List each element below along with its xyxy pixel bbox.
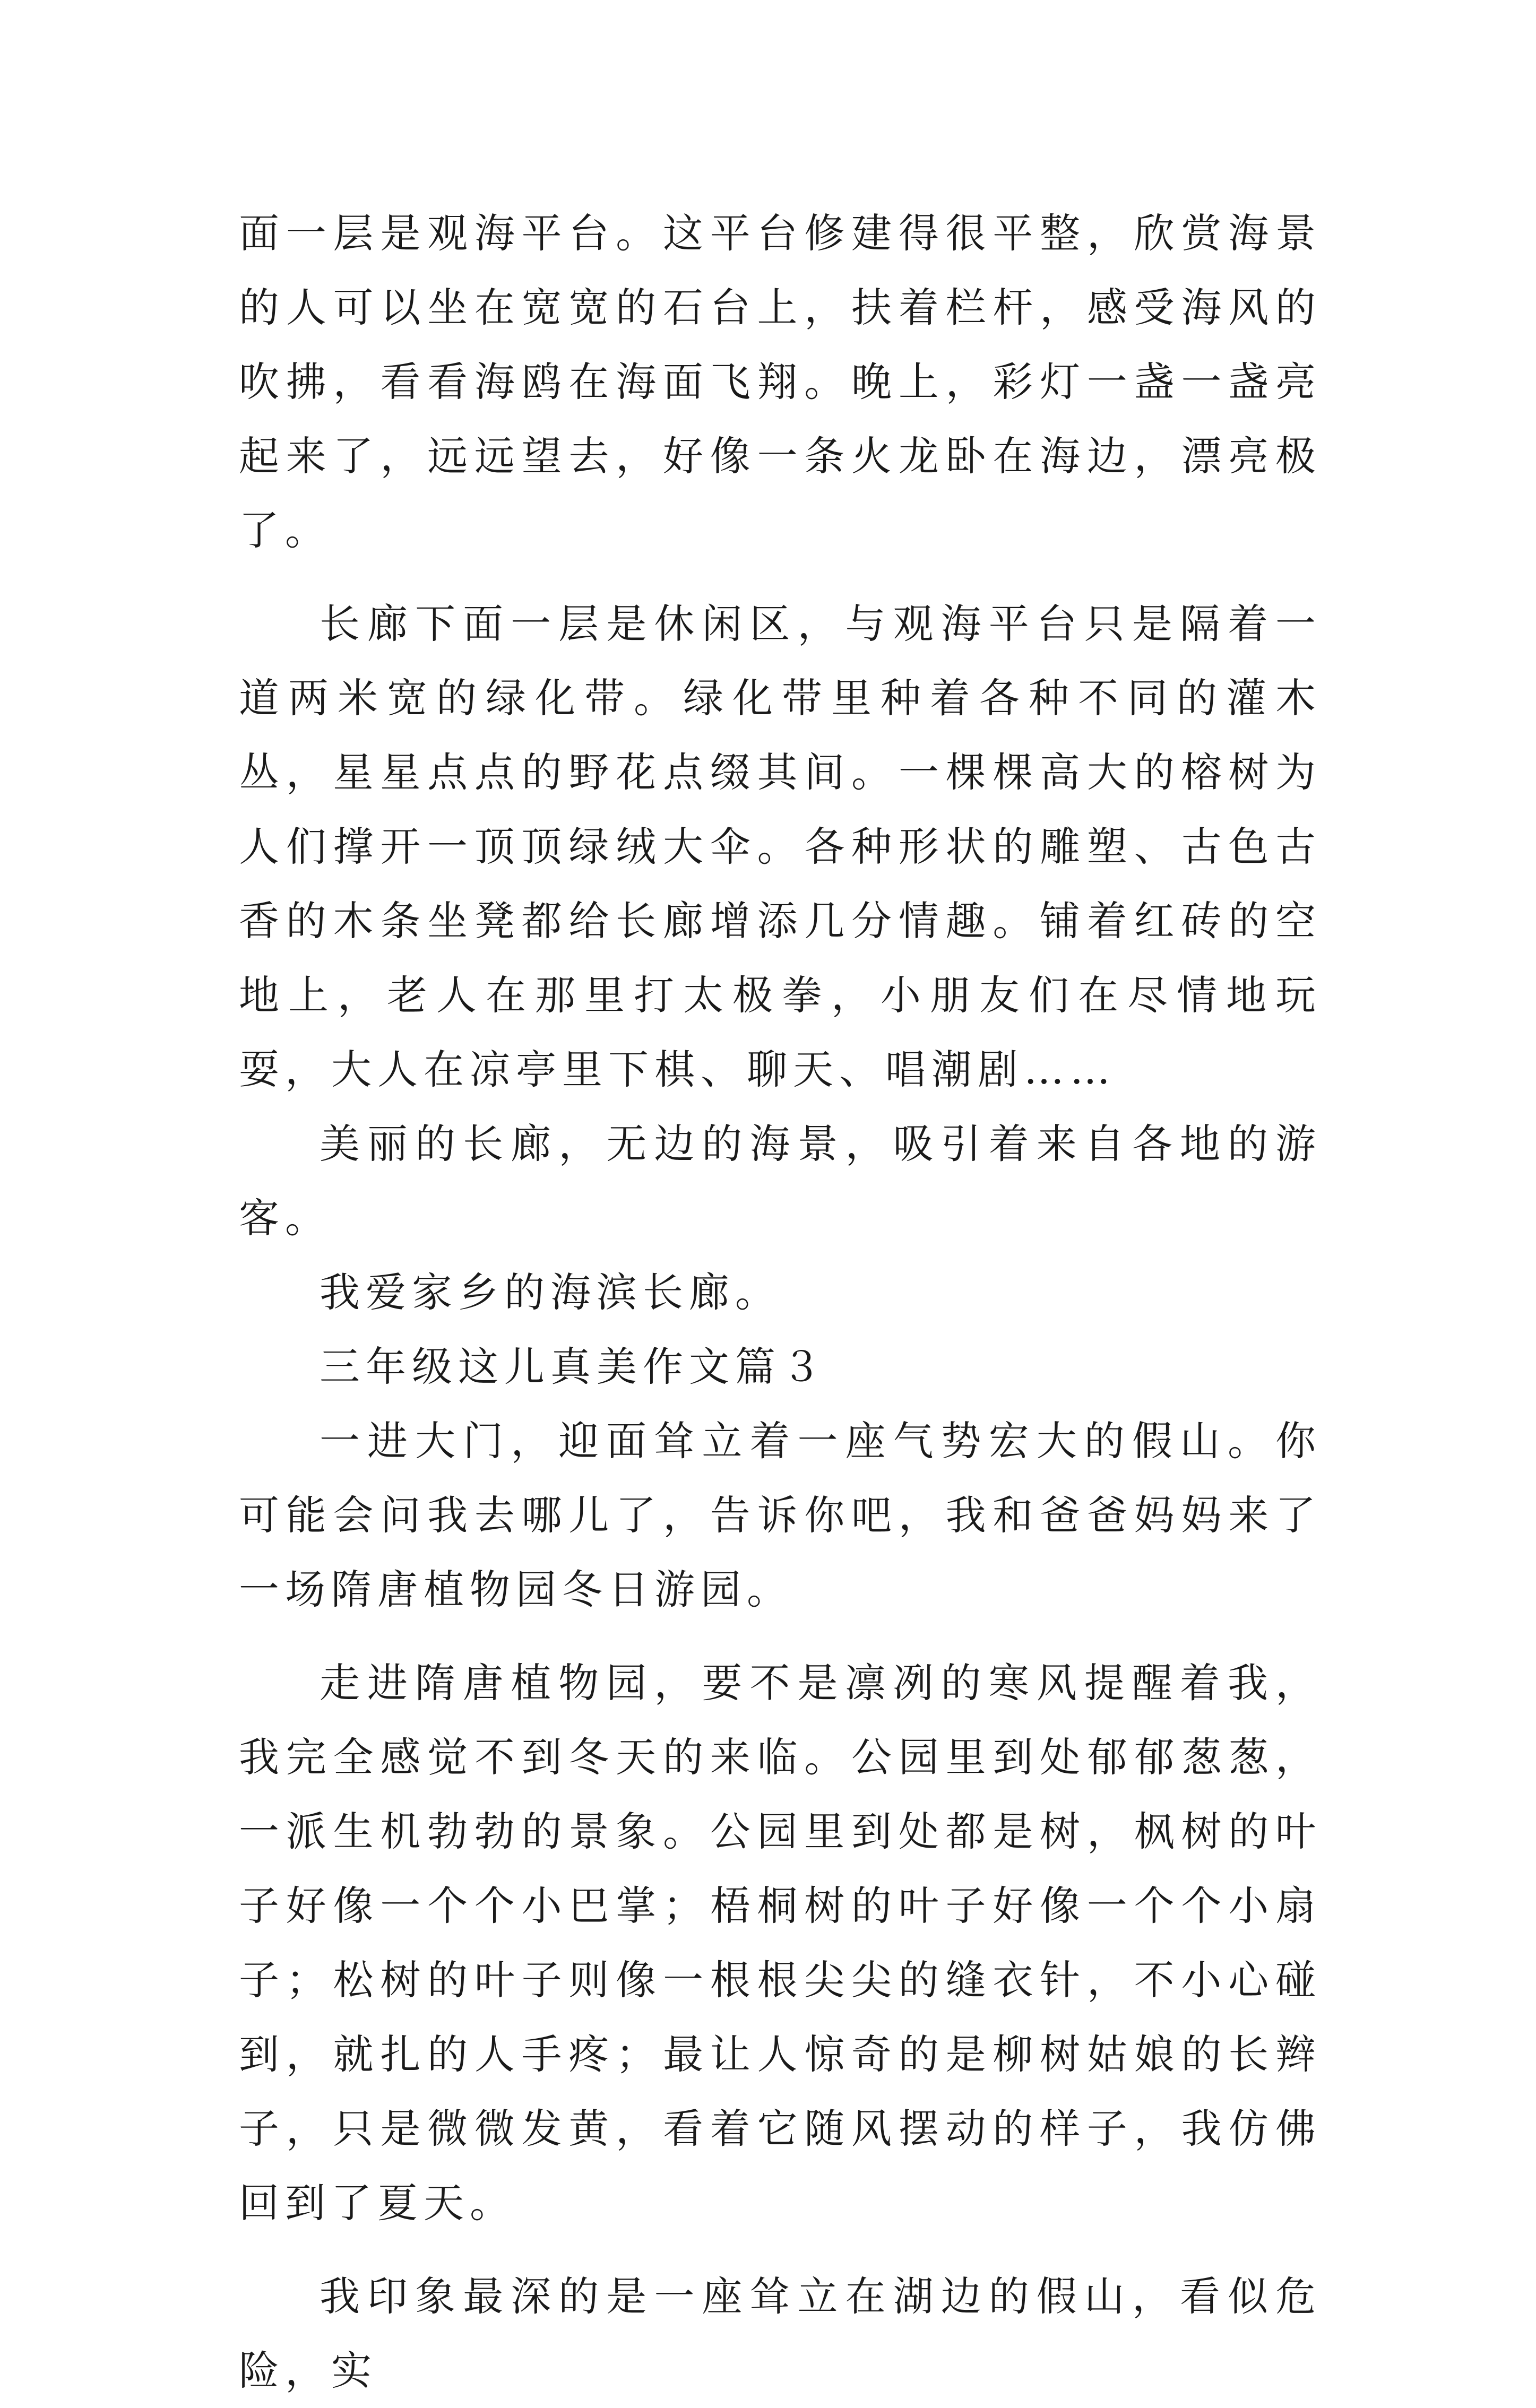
document-body xyxy=(239,196,1322,2408)
paragraph-botanical-garden: 走进隋唐植物园，要不是凛冽的寒风提醒着我，我完全感觉不到冬天的来临。公园里到处郁郁葱葱，一派生机勃勃的景象。公园里到处都是树，枫树的叶子好像一个个小巴掌；梧桐树的叶子好像一个个小扇子；松树的叶子则像一根根尖尖的缝衣针，不小心碰到，就扎的人手疼；最让人惊奇的是柳树姑娘的长辫子，只是微微发黄，看着它随风摆动的样子，我仿佛回到了夏天。 xyxy=(239,1659,1322,2227)
paragraph-entrance-rockery: 一进大门，迎面耸立着一座气势宏大的假山。你可能会问我去哪儿了，告诉你吧，我和爸爸妈妈来了一场隋唐植物园冬日游园。 xyxy=(239,1417,1322,1613)
section-heading: 三年级这儿真美作文篇３ xyxy=(320,1343,827,1390)
paragraph-seascape: 美丽的长廊，无边的海景，吸引着来自各地的游客。 xyxy=(239,1120,1322,1242)
paragraph-leisure-area: 长廊下面一层是休闲区，与观海平台只是隔着一道两米宽的绿化带。绿化带里种着各种不同的灌木丛，星星点点的野花点缀其间。一棵棵高大的榕树为人们撑开一顶顶绿绒大伞。各种形状的雕塑、古色古香的木条坐凳都给长廊增添几分情趣。铺着红砖的空地上，老人在那里打太极拳，小朋友们在尽情地玩耍，大人在凉亭里下棋、聊天、唱潮剧…… xyxy=(239,600,1322,1093)
paragraph-love-corridor: 我爱家乡的海滨长廊。 xyxy=(320,1269,781,1316)
paragraph-lakeside-rockery: 我印象最深的是一座耸立在湖边的假山，看似危险，实 xyxy=(239,2273,1322,2394)
paragraph-observation-deck: 面一层是观海平台。这平台修建得很平整，欣赏海景的人可以坐在宽宽的石台上，扶着栏杆，感受海风的吹拂，看看海鸥在海面飞翔。晚上，彩灯一盏一盏亮起来了，远远望去，好像一条火龙卧在海边，漂亮极了。 xyxy=(239,210,1322,554)
